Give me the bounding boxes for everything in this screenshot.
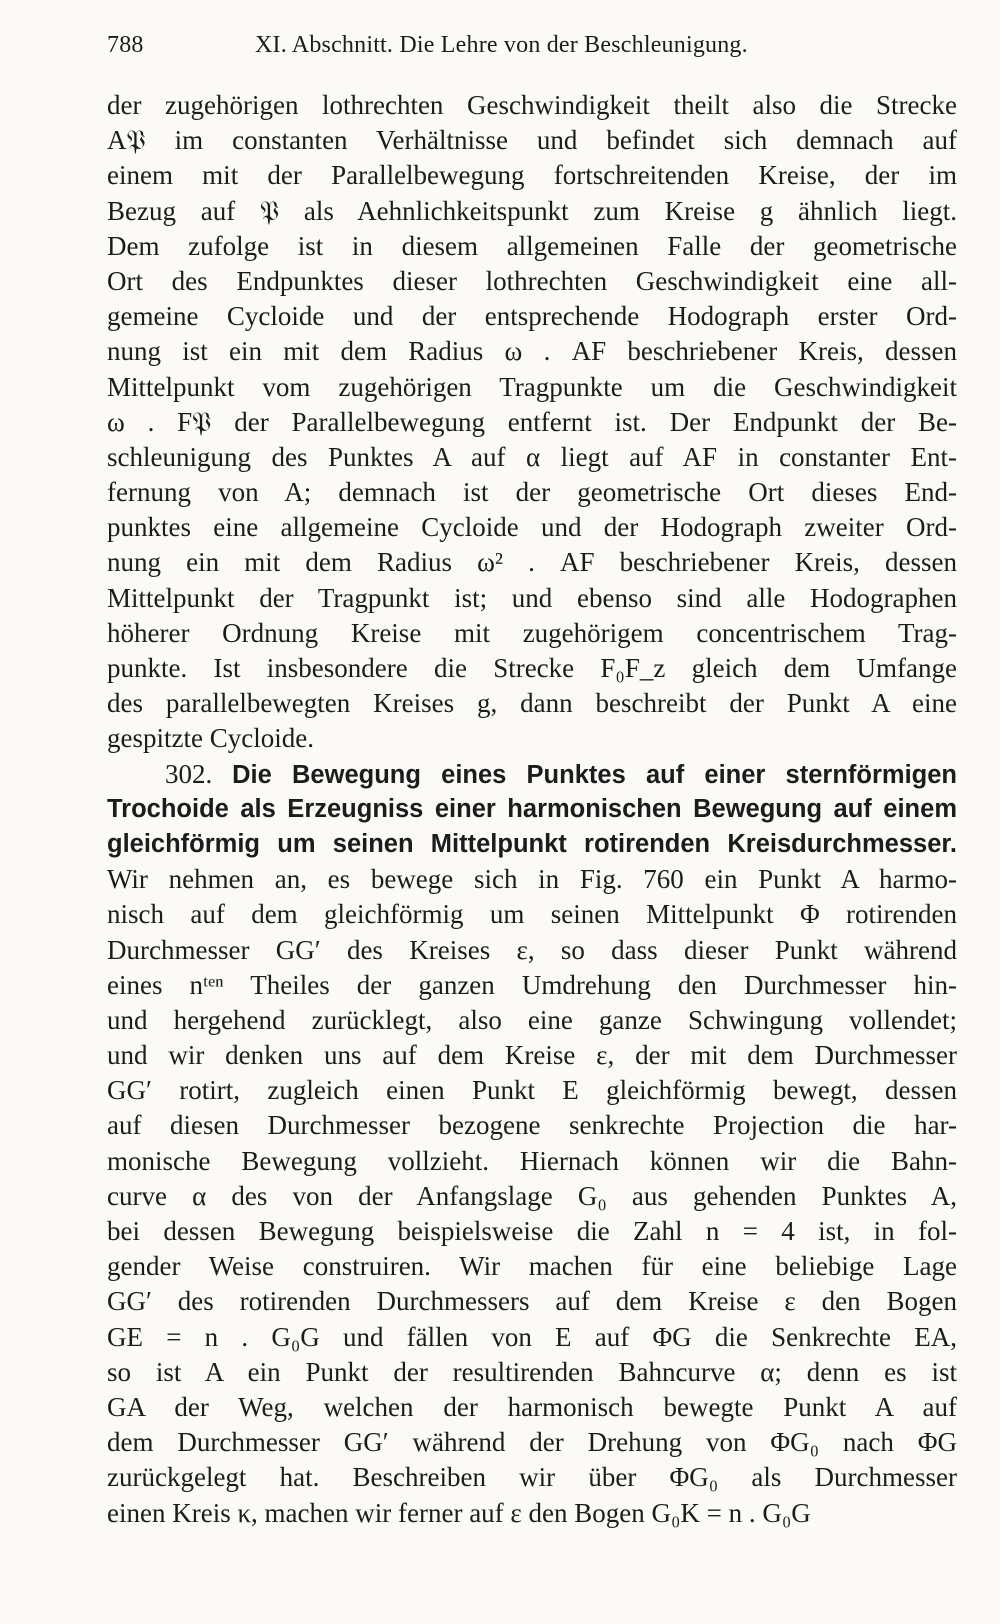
text-line: nisch auf dem gleichförmig um seinen Mittelpunkt Φ rotirenden (107, 899, 957, 930)
text-line: fernung von A; demnach ist der geometrische Ort dieses End- (107, 477, 957, 508)
text-line: GG′ rotirt, zugleich einen Punkt E gleichförmig bewegt, dessen (107, 1075, 957, 1106)
text-line: punkte. Ist insbesondere die Strecke F₀F_z gleich dem Umfange (107, 653, 957, 683)
text-line: bei dessen Bewegung beispielsweise die Zahl n = 4 ist, in fol- (107, 1216, 957, 1246)
page-number: 788 (107, 32, 144, 58)
text-line: A𝔓 im constanten Verhältnisse und befindet sich demnach auf (107, 125, 957, 156)
text-line: des parallelbewegten Kreises g, dann beschreibt der Punkt A eine (107, 688, 957, 719)
text-line: auf diesen Durchmesser bezogene senkrechte Projection die har- (107, 1110, 957, 1141)
text-line: Wir nehmen an, es bewege sich in Fig. 760 ein Punkt A harmo- (107, 864, 957, 895)
text-line: punktes eine allgemeine Cycloide und der Hodograph zweiter Ord- (107, 512, 957, 543)
text-line: nung ein mit dem Radius ω² . AF beschriebener Kreis, dessen (107, 547, 957, 578)
text-line: gemeine Cycloide und der entsprechende Hodograph erster Ord- (107, 301, 957, 332)
text-line: Dem zufolge ist in diesem allgemeinen Falle der geometrische (107, 230, 957, 261)
text-line: und hergehend zurücklegt, also eine ganze Schwingung vollendet; (107, 1004, 957, 1035)
text-line: Mittelpunkt vom zugehörigen Tragpunkte um die Geschwindigkeit (107, 371, 957, 402)
text-line: eines nᵗᵉⁿ Theiles der ganzen Umdrehung den Durchmesser hin- (107, 969, 957, 1000)
text-line: monische Bewegung vollzieht. Hiernach können wir die Bahn- (107, 1145, 957, 1176)
text-line: GA der Weg, welchen der harmonisch bewegte Punkt A auf (107, 1391, 957, 1422)
text-line: GE = n . G₀G und fällen von E auf ΦG die Senkrechte EA, (107, 1321, 957, 1352)
section-number: 302. (165, 758, 213, 789)
text-line: einem mit der Parallelbewegung fortschreitenden Kreise, der im (107, 160, 957, 191)
text-line: Durchmesser GG′ des Kreises ε, so dass dieser Punkt während (107, 934, 957, 965)
text-line: gender Weise construiren. Wir machen für eine beliebige Lage (107, 1251, 957, 1282)
text-line: curve α des von der Anfangslage G₀ aus gehenden Punktes A, (107, 1180, 957, 1211)
section-title-part-1: Die Bewegung eines Punktes auf einer sternförmigen (232, 760, 957, 789)
text-line: dem Durchmesser GG′ während der Drehung von ΦG₀ nach ΦG (107, 1427, 957, 1458)
text-line: und wir denken uns auf dem Kreise ε, der mit dem Durchmesser (107, 1040, 957, 1071)
text-line: der zugehörigen lothrechten Geschwindigkeit theilt also die Strecke (107, 90, 957, 120)
text-line: höherer Ordnung Kreise mit zugehörigem concentrischem Trag- (107, 617, 957, 648)
text-line: Bezug auf 𝔓 als Aehnlichkeitspunkt zum Kreise g ähnlich liegt. (107, 195, 957, 226)
section-heading-line-3: gleichförmig um seinen Mittelpunkt rotirenden Kreisdurchmesser. (107, 829, 957, 858)
text-line: Ort des Endpunktes dieser lothrechten Geschwindigkeit eine all- (107, 265, 957, 296)
section-heading-line-2: Trochoide als Erzeugniss einer harmonischen Bewegung auf einem (107, 794, 957, 823)
text-line: so ist A ein Punkt der resultirenden Bahncurve α; denn es ist (107, 1356, 957, 1387)
paragraph-2 (107, 862, 957, 1531)
text-line: nung ist ein mit dem Radius ω . AF beschriebener Kreis, dessen (107, 336, 957, 367)
page-header (107, 32, 927, 68)
text-line: Mittelpunkt der Tragpunkt ist; und ebenso sind alle Hodographen (107, 582, 957, 613)
text-line: GG′ des rotirenden Durchmessers auf dem Kreise ε den Bogen (107, 1286, 957, 1317)
paragraph-1 (107, 88, 957, 757)
text-line: schleunigung des Punktes A auf α liegt auf AF in constanter Ent- (107, 441, 957, 472)
section-heading-line-1 (107, 757, 957, 792)
text-line: einen Kreis κ, machen wir ferner auf ε den Bogen G₀K = n . G₀G (107, 1497, 811, 1528)
text-line: gespitzte Cycloide. (107, 723, 314, 754)
running-title: XI. Abschnitt. Die Lehre von der Beschleunigung. (255, 32, 748, 58)
text-line: ω . F𝔓 der Parallelbewegung entfernt ist. Der Endpunkt der Be- (107, 406, 957, 437)
page-body (107, 88, 957, 1531)
text-line: zurückgelegt hat. Beschreiben wir über ΦG₀ als Durchmesser (107, 1462, 957, 1493)
